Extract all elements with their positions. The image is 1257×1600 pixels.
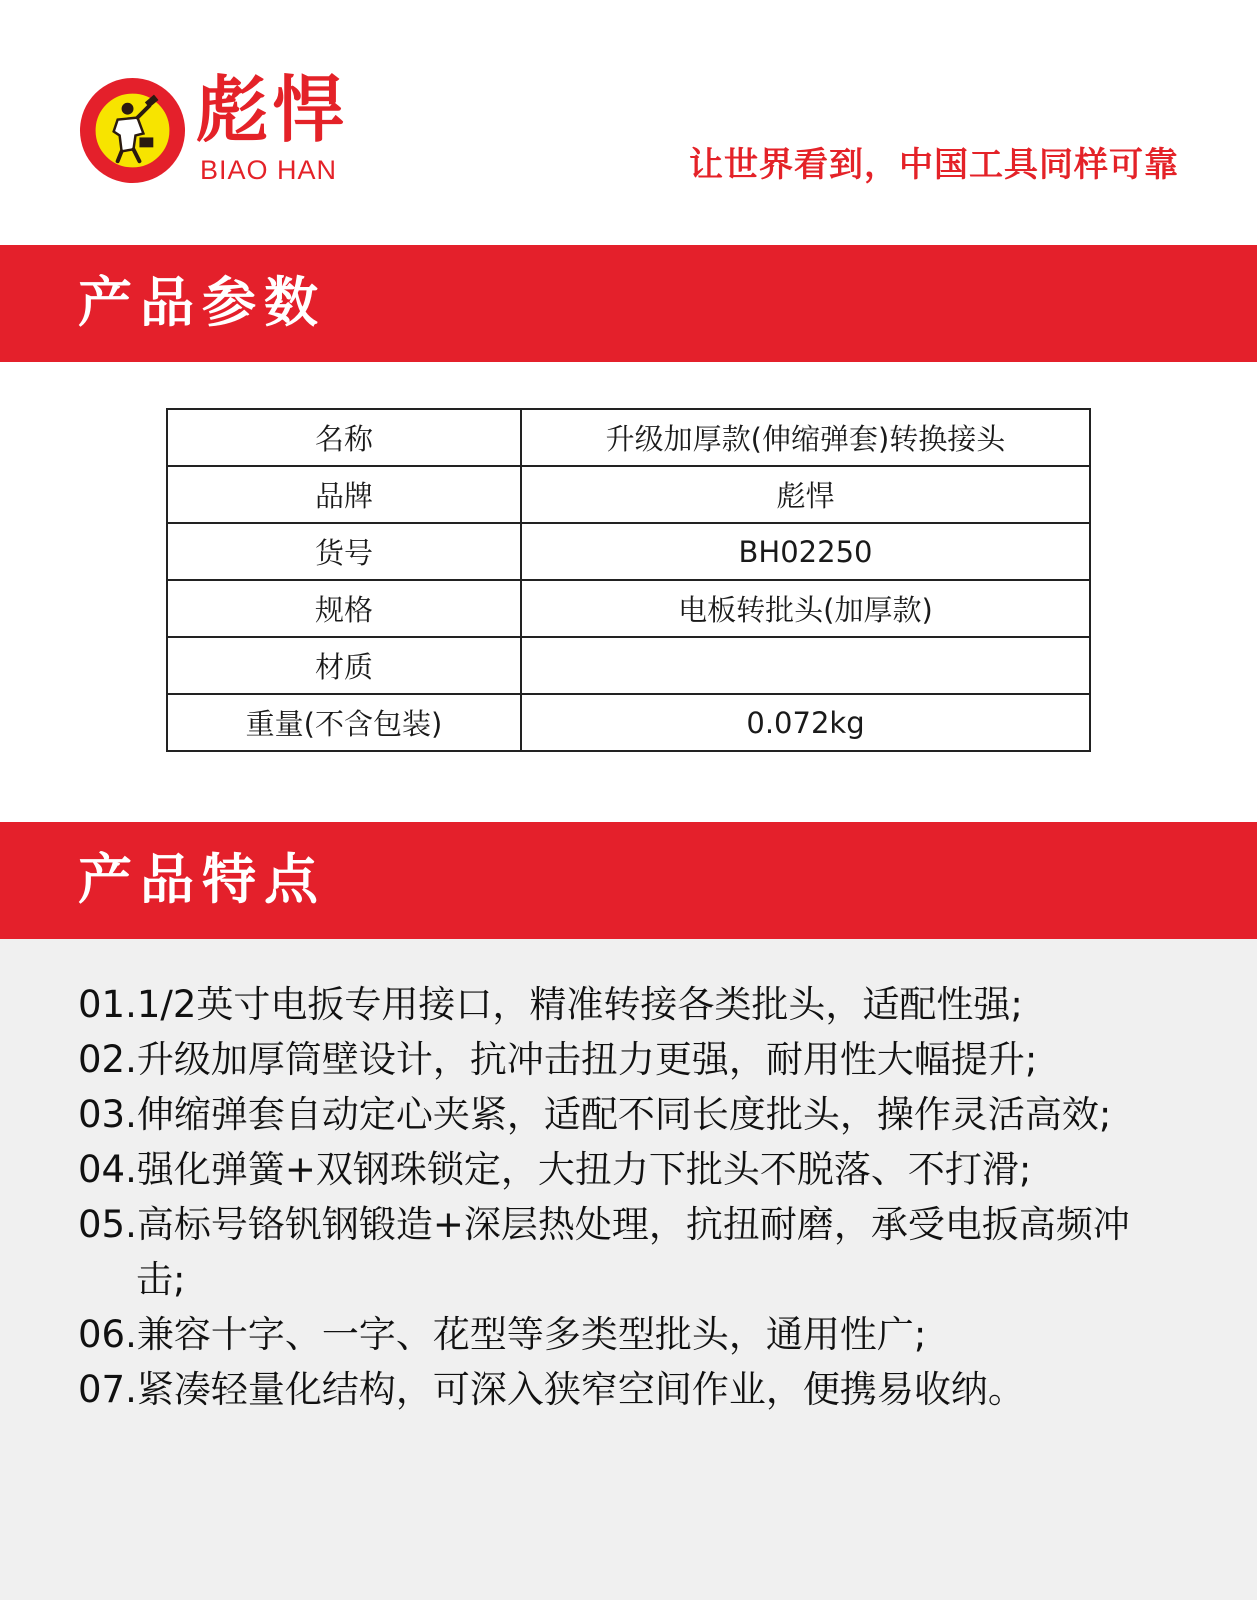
table-row bbox=[167, 409, 1090, 466]
param-value: 升级加厚款(伸缩弹套)转换接头 bbox=[521, 409, 1090, 466]
feature-item: 05.高标号铬钒钢锻造+深层热处理，抗扭耐磨，承受电扳高频冲击; bbox=[78, 1203, 1130, 1301]
params-section-title: 产品参数 bbox=[78, 271, 326, 334]
params-table bbox=[166, 408, 1091, 752]
table-row bbox=[167, 580, 1090, 637]
table-row bbox=[167, 523, 1090, 580]
table-row bbox=[167, 694, 1090, 751]
param-label: 材质 bbox=[167, 637, 521, 694]
brand-name-cn: 彪悍 bbox=[196, 67, 349, 152]
feature-item: 03.伸缩弹套自动定心夹紧，适配不同长度批头，操作灵活高效; bbox=[78, 1093, 1112, 1136]
feature-item: 04.强化弹簧+双钢珠锁定，大扭力下批头不脱落、不打滑; bbox=[78, 1148, 1032, 1191]
params-section-header bbox=[0, 245, 1257, 362]
features-section-header bbox=[0, 822, 1257, 939]
features-list bbox=[0, 939, 1257, 1417]
param-value bbox=[521, 637, 1090, 694]
features-section-title: 产品特点 bbox=[78, 848, 326, 911]
brand-name-en: BIAO HAN bbox=[200, 155, 338, 185]
feature-item: 06.兼容十字、一字、花型等多类型批头，通用性广; bbox=[78, 1313, 927, 1356]
feature-item: 07.紧凑轻量化结构，可深入狭窄空间作业，便携易收纳。 bbox=[78, 1368, 1025, 1411]
brand-slogan: 让世界看到，中国工具同样可靠 bbox=[689, 145, 1179, 185]
param-label: 品牌 bbox=[167, 466, 521, 523]
param-label: 名称 bbox=[167, 409, 521, 466]
param-value: 电板转批头(加厚款) bbox=[521, 580, 1090, 637]
table-row bbox=[167, 466, 1090, 523]
param-label: 重量(不含包装) bbox=[167, 694, 521, 751]
param-value: 彪悍 bbox=[521, 466, 1090, 523]
features-panel bbox=[0, 939, 1257, 1600]
brand-logo-icon bbox=[78, 76, 187, 185]
param-label: 规格 bbox=[167, 580, 521, 637]
table-row bbox=[167, 637, 1090, 694]
param-value: 0.072kg bbox=[521, 694, 1090, 751]
feature-item: 01.1/2英寸电扳专用接口，精准转接各类批头，适配性强; bbox=[78, 983, 1023, 1026]
param-value: BH02250 bbox=[521, 523, 1090, 580]
param-label: 货号 bbox=[167, 523, 521, 580]
feature-item: 02.升级加厚筒壁设计，抗冲击扭力更强，耐用性大幅提升; bbox=[78, 1038, 1038, 1081]
